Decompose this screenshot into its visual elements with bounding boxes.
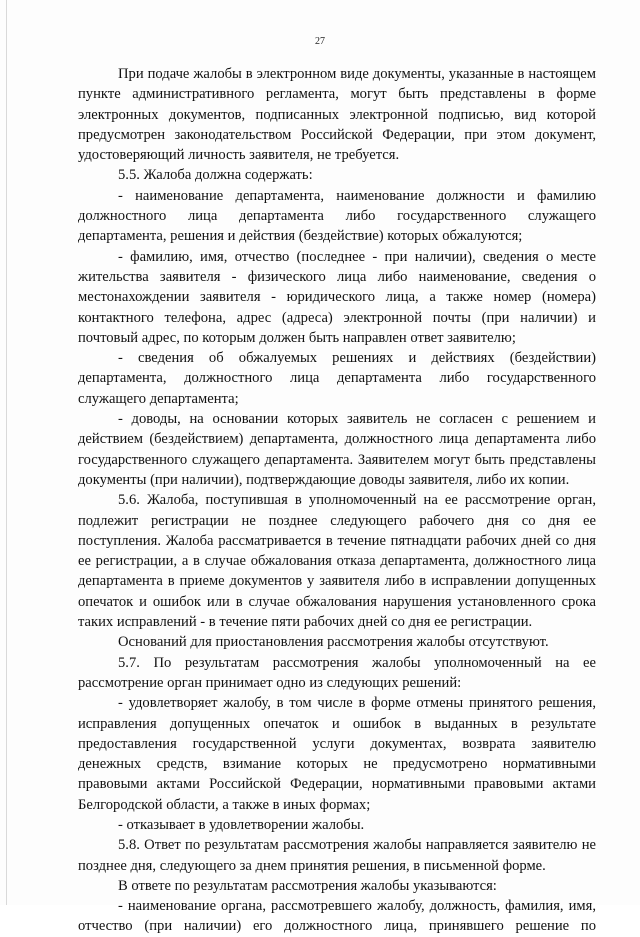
page-number: 27 (315, 36, 325, 47)
paragraph-5-7-decisions: 5.7. По результатам рассмотрения жалобы уполномоченный на ее рассмотрение орган принимает одно из следующих решений: (78, 654, 596, 691)
paragraph-arguments: - доводы, на основании которых заявитель не согласен с решением и действием (бездействием) департамента, должностного лица департамента либо государственного служащего департамента. Заявителем могут быть представлены документы (при наличии), подтверждающие доводы заявителя, либо их копии. (78, 411, 596, 488)
paragraph-5-8-response: 5.8. Ответ по результатам рассмотрения жалобы направляется заявителю не позднее дня, следующего за днем принятия решения, в письменной форме. (78, 837, 596, 874)
paragraph-authority-name: - наименование органа, рассмотревшего жалобу, должность, фамилия, имя, отчество (при наличии) его должностного лица, принявшего решение по (78, 898, 596, 935)
paragraph-refuses-complaint: - отказывает в удовлетворении жалобы. (118, 816, 365, 833)
scan-edge-line (6, 0, 7, 905)
paragraph-5-6-registration: 5.6. Жалоба, поступившая в уполномоченный на ее рассмотрение орган, подлежит регистрации не позднее следующего рабочего дня со дня ее поступления. Жалоба рассматривается в течение пятнадцати рабочих дней со дня ее регистрации, а в случае обжалования отказа департамента, должностного лица департамента в приеме документов у заявителя либо в исправлении допущенных опечаток и ошибок или в случае обжалования нарушения установленного срока таких исправлений - в течение пяти рабочих дней со дня ее регистрации. (78, 492, 596, 631)
paragraph-5-5-heading: 5.5. Жалоба должна содержать: (118, 167, 313, 184)
paragraph-applicant-details: - фамилию, имя, отчество (последнее - при наличии), сведения о месте жительства заявителя - физического лица либо наименование, сведения о местонахождении заявителя - юридического лица, а также номер (номера) контактного телефона, адрес (адреса) электронной почты (при наличии) и почтовый адрес, по которым должен быть направлен ответ заявителю; (78, 248, 596, 346)
paragraph-response-contents: В ответе по результатам рассмотрения жалобы указываются: (118, 877, 497, 894)
document-body (78, 64, 596, 937)
paragraph-appealed-decisions: - сведения об обжалуемых решениях и действиях (бездействии) департамента, должностного лица департамента либо государственного служащего департамента; (78, 350, 596, 407)
paragraph-satisfies-complaint: - удовлетворяет жалобу, в том числе в форме отмены принятого решения, исправления допущенных опечаток и ошибок в выданных в результате предоставления государственной услуги документах, возврата заявителю денежных средств, взимание которых не предусмотрено нормативными правовыми актами Российской Федерации, нормативными правовыми актами Белгородской области, а также в иных формах; (78, 695, 596, 813)
paragraph-department-name: - наименование департамента, наименование должности и фамилию должностного лица департамента либо государственного служащего департамента, решения и действия (бездействие) которых обжалуются; (78, 187, 596, 245)
paragraph-no-suspension: Оснований для приостановления рассмотрения жалобы отсутствуют. (118, 634, 549, 651)
paragraph-electronic-submission: При подаче жалобы в электронном виде документы, указанные в настоящем пункте административного регламента, могут быть представлены в форме электронных документов, подписанных электронной подписью, вид которой предусмотрен законодательством Российской Федерации, при этом документ, удостоверяющий личность заявителя, не требуется. (78, 66, 596, 164)
